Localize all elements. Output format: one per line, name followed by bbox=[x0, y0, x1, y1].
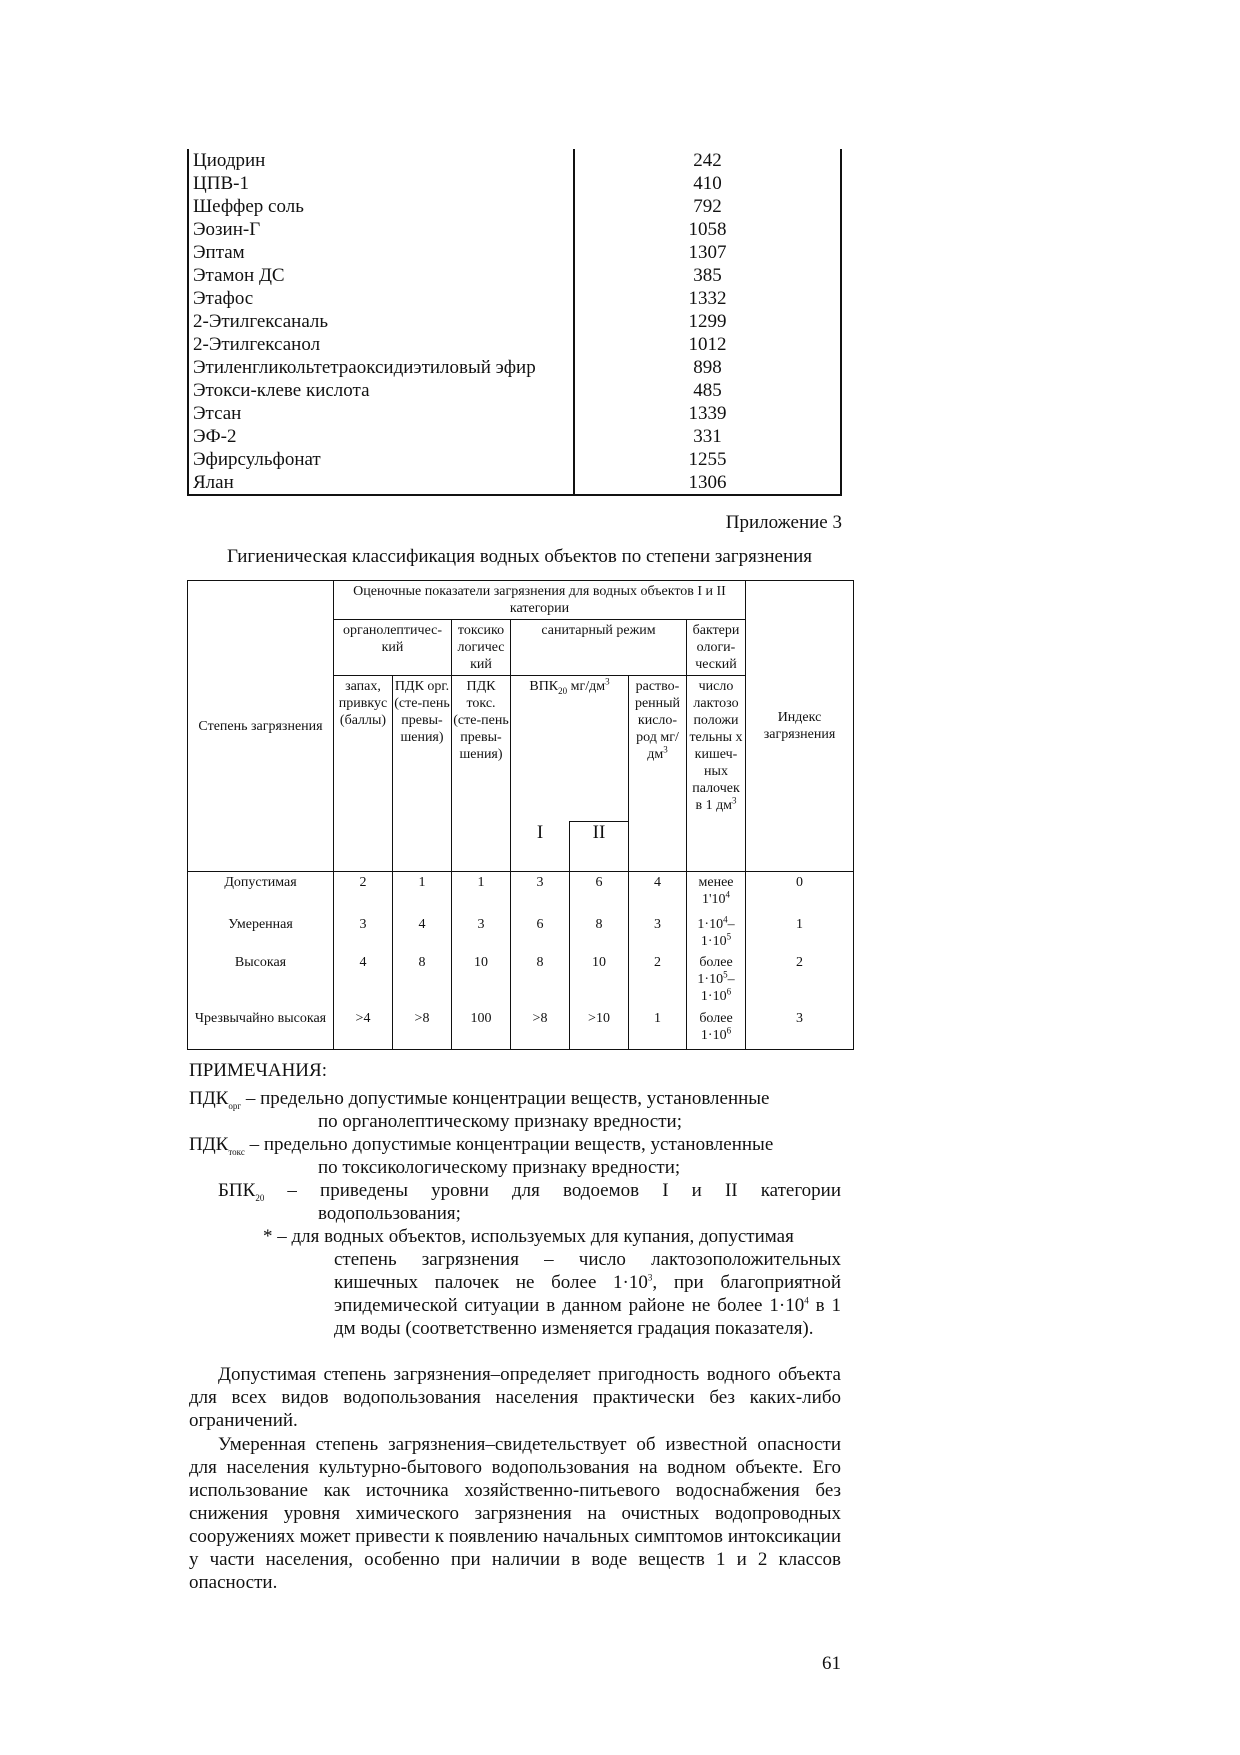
cell-smell: 3 bbox=[334, 914, 393, 952]
note-pdk-org: $ПДК_{орг}$ – предельно допустимые концентрации веществ, установленные bbox=[189, 1088, 770, 1111]
note-pdk-org-cont: по органолептическому признаку вредности; bbox=[318, 1111, 682, 1132]
cell-bacteria: более $1\cdot 10^6$ bbox=[687, 1008, 746, 1050]
substance-name: ЭФ-2 bbox=[188, 425, 574, 448]
substance-value: 1306 bbox=[574, 471, 841, 495]
cell-bacteria: менее $1'10^4$ bbox=[687, 872, 746, 914]
classification-row bbox=[188, 872, 854, 914]
substance-row bbox=[188, 402, 841, 425]
substance-name: Этиленгликольтетраоксидиэтиловый эфир bbox=[188, 356, 574, 379]
cell-bpk2: >10 bbox=[570, 1008, 629, 1050]
substance-row bbox=[188, 287, 841, 310]
substance-row bbox=[188, 333, 841, 356]
cell-pdk-tox: 100 bbox=[452, 1008, 511, 1050]
classification-row bbox=[188, 952, 854, 1008]
header-index: Индекс загрязнения bbox=[746, 581, 854, 872]
substance-name: Эозин-Г bbox=[188, 218, 574, 241]
substance-row bbox=[188, 149, 841, 172]
cell-pdk-tox: 1 bbox=[452, 872, 511, 914]
substance-name: Этафос bbox=[188, 287, 574, 310]
cell-index: 3 bbox=[746, 1008, 854, 1050]
header-category-1: I bbox=[511, 822, 570, 872]
substance-value: 898 bbox=[574, 356, 841, 379]
substance-value: 485 bbox=[574, 379, 841, 402]
note-pdk-tox: $ПДК_{токс}$ – предельно допустимые концентрации веществ, установленные bbox=[189, 1134, 774, 1157]
header-sanitary: санитарный режим bbox=[511, 620, 687, 676]
substance-row bbox=[188, 425, 841, 448]
note-bpk: $БПК_{20}$ – приведены уровни для водоемов I и II категории bbox=[218, 1180, 841, 1203]
substance-value: 1058 bbox=[574, 218, 841, 241]
table-caption: Гигиеническая классификация водных объектов по степени загрязнения bbox=[226, 546, 813, 567]
header-bpk: $ВПК_{20}$ $мг/дм^3$ bbox=[511, 676, 629, 822]
substance-name: Этокси-клеве кислота bbox=[188, 379, 574, 402]
substance-value: 1307 bbox=[574, 241, 841, 264]
cell-smell: >4 bbox=[334, 1008, 393, 1050]
header-category-2: II bbox=[570, 822, 629, 872]
substance-name: 2-Этилгексанол bbox=[188, 333, 574, 356]
substance-row bbox=[188, 471, 841, 495]
cell-bpk1: 3 bbox=[511, 872, 570, 914]
cell-bpk2: 8 bbox=[570, 914, 629, 952]
cell-pdk-tox: 3 bbox=[452, 914, 511, 952]
substance-name: Этамон ДС bbox=[188, 264, 574, 287]
substance-value: 242 bbox=[574, 149, 841, 172]
substance-row bbox=[188, 356, 841, 379]
cell-smell: 2 bbox=[334, 872, 393, 914]
substance-name: Ялан bbox=[188, 471, 574, 495]
cell-bpk1: >8 bbox=[511, 1008, 570, 1050]
cell-bacteria: $1\cdot 10^4-$ $1\cdot 10^5$ bbox=[687, 914, 746, 952]
cell-bpk2: 10 bbox=[570, 952, 629, 1008]
cell-degree: Высокая bbox=[188, 952, 334, 1008]
substance-table bbox=[187, 149, 842, 496]
cell-bpk1: 8 bbox=[511, 952, 570, 1008]
substance-value: 331 bbox=[574, 425, 841, 448]
substance-value: 1012 bbox=[574, 333, 841, 356]
header-smell: запах, привкус (баллы) bbox=[334, 676, 393, 872]
paragraph-moderate: Умеренная степень загрязнения–свидетельствует об известной опасности для населения культурно-бытового водопользования на водном объекте. Его использование как источника хозяйственно-питьевого водоснабжения без снижения уровня химического загрязнения на очистных водопроводных сооружениях может привести к появлению начальных симптомов интоксикации у части населения, особенно при наличии в воде веществ 1 и 2 классов опасности. bbox=[189, 1434, 841, 1593]
cell-oxygen: 2 bbox=[629, 952, 687, 1008]
header-bacteria-count: число лактозо положи тельны х кишеч-ных палочек в 1 $дм^3$ bbox=[687, 676, 746, 872]
cell-pdk-org: 1 bbox=[393, 872, 452, 914]
classification-row bbox=[188, 1008, 854, 1050]
substance-row bbox=[188, 379, 841, 402]
header-bacteriological: бактери ологи-ческий bbox=[687, 620, 746, 676]
cell-index: 1 bbox=[746, 914, 854, 952]
substance-name: Циодрин bbox=[188, 149, 574, 172]
header-degree: Степень загрязнения bbox=[188, 581, 334, 872]
substance-value: 1255 bbox=[574, 448, 841, 471]
header-pdk-tox: ПДК токс. (сте-пень превы-шения) bbox=[452, 676, 511, 872]
substance-row bbox=[188, 448, 841, 471]
substance-value: 1339 bbox=[574, 402, 841, 425]
classification-row bbox=[188, 914, 854, 952]
note-pdk-tox-cont: по токсикологическому признаку вредности; bbox=[318, 1157, 681, 1178]
substance-value: 1299 bbox=[574, 310, 841, 333]
cell-pdk-tox: 10 bbox=[452, 952, 511, 1008]
substance-row bbox=[188, 172, 841, 195]
substance-value: 410 bbox=[574, 172, 841, 195]
header-organoleptic: органолептичес-кий bbox=[334, 620, 452, 676]
substance-row bbox=[188, 241, 841, 264]
cell-oxygen: 4 bbox=[629, 872, 687, 914]
substance-row bbox=[188, 195, 841, 218]
cell-index: 0 bbox=[746, 872, 854, 914]
cell-index: 2 bbox=[746, 952, 854, 1008]
cell-bpk1: 6 bbox=[511, 914, 570, 952]
classification-table bbox=[187, 580, 854, 1050]
substance-name: Этсан bbox=[188, 402, 574, 425]
substance-value: 792 bbox=[574, 195, 841, 218]
substance-name: ЦПВ-1 bbox=[188, 172, 574, 195]
substance-value: 1332 bbox=[574, 287, 841, 310]
header-pdk-org: ПДК орг. (сте-пень превы-шения) bbox=[393, 676, 452, 872]
cell-degree: Умеренная bbox=[188, 914, 334, 952]
substance-name: Шеффер соль bbox=[188, 195, 574, 218]
cell-pdk-org: >8 bbox=[393, 1008, 452, 1050]
substance-row bbox=[188, 218, 841, 241]
substance-row bbox=[188, 310, 841, 333]
cell-degree: Допустимая bbox=[188, 872, 334, 914]
cell-degree: Чрезвычайно высокая bbox=[188, 1008, 334, 1050]
cell-oxygen: 3 bbox=[629, 914, 687, 952]
substance-name: 2-Этилгексаналь bbox=[188, 310, 574, 333]
header-oxygen: раство-ренный кисло-род $мг/дм^3$ bbox=[629, 676, 687, 872]
cell-pdk-org: 8 bbox=[393, 952, 452, 1008]
substance-name: Эптам bbox=[188, 241, 574, 264]
substance-row bbox=[188, 264, 841, 287]
header-toxicological: токсико логичес кий bbox=[452, 620, 511, 676]
note-bathing-cont: степень загрязнения – число лактозоположительных кишечных палочек не более $1\cdot 10^3$, при благоприятной эпидемической ситуации в данном районе не более $1\cdot 10^4$ в 1 дм воды (соответственно изменяется градация показателя). bbox=[334, 1249, 841, 1339]
cell-oxygen: 1 bbox=[629, 1008, 687, 1050]
cell-smell: 4 bbox=[334, 952, 393, 1008]
cell-bacteria: более $1\cdot 10^5-$ $1\cdot 10^6$ bbox=[687, 952, 746, 1008]
substance-name: Эфирсульфонат bbox=[188, 448, 574, 471]
page-number: 61 bbox=[822, 1653, 841, 1674]
notes-title: ПРИМЕЧАНИЯ: bbox=[189, 1060, 327, 1081]
cell-pdk-org: 4 bbox=[393, 914, 452, 952]
cell-bpk2: 6 bbox=[570, 872, 629, 914]
substance-value: 385 bbox=[574, 264, 841, 287]
appendix-label: Приложение 3 bbox=[725, 512, 842, 533]
note-bathing: * – для водных объектов, используемых для купания, допустимая bbox=[263, 1226, 794, 1247]
note-bpk-cont: водопользования; bbox=[318, 1203, 461, 1224]
paragraph-permissible: Допустимая степень загрязнения–определяет пригодность водного объекта для всех видов водопользования населения практически без каких-либо ограничений. bbox=[189, 1364, 841, 1431]
header-group: Оценочные показатели загрязнения для водных объектов I и II категории bbox=[334, 581, 746, 620]
